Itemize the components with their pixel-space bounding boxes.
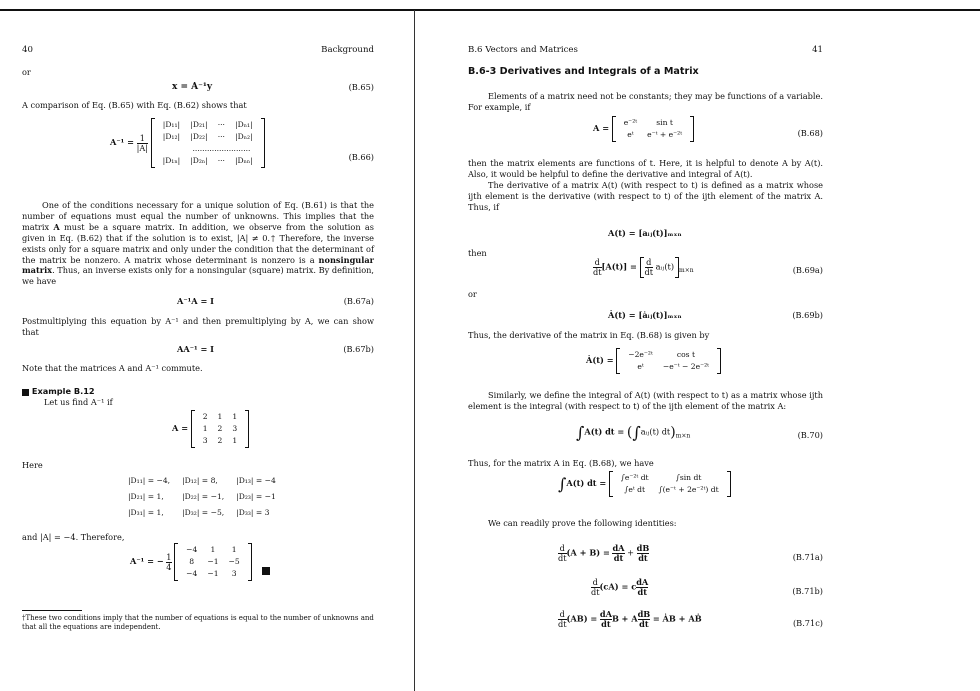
equation-number: (B.69b) (792, 310, 823, 320)
right-header (468, 45, 823, 56)
example-matrix-a: A = 2 1 1 1 2 3 3 2 1 (172, 410, 249, 448)
equation-number: (B.71b) (792, 586, 823, 596)
equation-number: (B.68) (797, 128, 823, 138)
determinants: |D₁₁| = −4, |D₁₂| = 8, |D₁₃| = −4 |D₂₁| = 1, |D₂₂| = −1, |D₂₃| = −1 |D₃₁| = 1, |D₃₂| = −5, |D₃₃| = 3 (128, 476, 276, 518)
page-number: 41 (812, 45, 823, 55)
paragraph: Note that the matrices A and A⁻¹ commute. (22, 363, 203, 373)
equation-number: (B.66) (348, 152, 374, 162)
paragraph: Thus, for the matrix A in Eq. (B.68), we have (468, 458, 654, 468)
fraction: $\frac{1}{4}$ (166, 551, 172, 572)
equation-b65: x = A⁻¹y (172, 82, 213, 92)
example-title: Example B.12 (22, 386, 374, 397)
equation-number: (B.67a) (343, 296, 374, 306)
inverse-matrix: A⁻¹ = − $\frac{1}{4}$ −4 1 1 8 −1 −5 −4 −1 3 (130, 543, 252, 581)
example-intro: Let us find A⁻¹ if (44, 397, 113, 407)
paragraph: and |A| = −4. Therefore, (22, 532, 125, 542)
equation-b70: ∫A(t) dt = (∫aᵢⱼ(t) $dt)_{m\times n}$ (576, 423, 691, 442)
paragraph: Thus, the derivative of the matrix in Eq. (B.68) is given by (468, 330, 710, 340)
paragraph: A comparison of Eq. (B.65) with Eq. (B.62) shows that (22, 100, 247, 110)
paragraph: Elements of a matrix need not be constants; they may be functions of a variable. For example, if (468, 91, 823, 112)
derivative-matrix: Ȧ(t) = −2e⁻²ᵗ cos t eᵗ −e⁻ᵗ − 2e⁻²ᵗ (586, 348, 721, 374)
paragraph: One of the conditions necessary for a unique solution of Eq. (B.61) is that the number of equations must equal the number of unknowns. This implies that the matrix A must be a square matrix. In addition, we observe from the solution as given in Eq. (B.62) that if the solution is to exist, |A| ≠ 0.† Therefore, the inverse exists only for a square matrix and only under the condition that the determinant of the matrix be nonzero. A matrix whose determinant is nonzero is a nonsingular matrix. Thus, an inverse exists only for a nonsingular (square) matrix. By definition, we have (22, 200, 374, 287)
paragraph: Postmultiplying this equation by A⁻¹ and then premultiplying by A, we can show that (22, 316, 374, 337)
integral-matrix: ∫A(t) dt = ∫e⁻²ᵗ dt ∫sin dt ∫eᵗ dt ∫(e⁻ᵗ + 2e⁻²ᵗ) dt (558, 471, 731, 497)
text-or: or (468, 289, 477, 299)
paragraph: Similarly, we define the integral of A(t) (with respect to t) as a matrix whose ijth element is the integral (with respect to t) of the ijth element of the matrix A: (468, 390, 823, 411)
right-page (468, 30, 823, 685)
equation-b69a: $\frac{d}{dt}$ [A(t)] = $\frac{d}{dt}$ aᵢⱼ(t) $_{m\times n}$ (593, 257, 694, 278)
end-of-example-marker-icon (262, 565, 270, 576)
page-number: 40 (22, 45, 33, 55)
running-head: B.6 Vectors and Matrices (468, 45, 578, 55)
footnote-rule (22, 610, 82, 611)
matrix: ∫e⁻²ᵗ dt ∫sin dt ∫eᵗ dt ∫(e⁻ᵗ + 2e⁻²ᵗ) dt (609, 471, 731, 497)
equation-a-of-t: A(t) = [aᵢⱼ(t)]ₘₓₙ (608, 228, 682, 238)
example-marker-icon (22, 389, 29, 396)
equation-number: (B.70) (797, 430, 823, 440)
equation-b66 (110, 118, 265, 168)
fraction: $\frac{1}{|A|}$ (136, 132, 149, 153)
equation-b71c: $\frac{d}{dt}$ (AB) = $\frac{dA}{dt}$ B + A $\frac{dB}{dt}$ = ȦB + AḂ (558, 609, 702, 630)
paragraph: We can readily prove the following identities: (488, 518, 677, 528)
equation-b71b: $\frac{d}{dt}$ (cA) = c $\frac{dA}{dt}$ (591, 577, 649, 598)
equation-b67b: AA⁻¹ = I (177, 344, 215, 354)
text-then: then (468, 248, 487, 258)
equation-number: (B.67b) (343, 344, 374, 354)
text-here: Here (22, 460, 43, 470)
left-page (22, 30, 374, 685)
top-rule (0, 9, 980, 11)
equation-number: (B.69a) (792, 265, 823, 275)
footnote: †These two conditions imply that the number of equations is equal to the number of unknowns and that all the equations are independent. (22, 614, 374, 631)
equation-b67a: A⁻¹A = I (177, 296, 215, 306)
matrix: e⁻²ᵗ sin t eᵗ e⁻ᵗ + e⁻²ᵗ (612, 116, 694, 142)
equation-b69b: Ȧ(t) = [ȧᵢⱼ(t)]ₘₓₙ (608, 310, 682, 320)
equation-number: (B.71c) (792, 618, 823, 628)
equation-lhs: A⁻¹ = (110, 137, 134, 148)
matrix: 2 1 1 1 2 3 3 2 1 (191, 410, 250, 448)
paragraph: then the matrix elements are functions of t. Here, it is helpful to denote A by A(t). Also, it would be helpful to define the derivative and integral of A(t). (468, 158, 823, 179)
matrix: −2e⁻²ᵗ cos t eᵗ −e⁻ᵗ − 2e⁻²ᵗ (616, 348, 721, 374)
text-or: or (22, 67, 31, 77)
equation-number: (B.71a) (792, 552, 823, 562)
matrix: |D₁₁| |D₂₁| ··· |Dₙ₁| |D₁₂| |D₂₂| ··· |Dₙ₂| ........................ |D₁ₙ| |D₂ₙ| ··· |Dₙₙ| (151, 118, 265, 168)
matrix: −4 1 1 8 −1 −5 −4 −1 3 (174, 543, 252, 581)
paragraph: The derivative of a matrix A(t) (with respect to t) is defined as a matrix whose ijth element is the derivative (with respect to t) of the ijth element of the matrix A. Thus, if (468, 180, 823, 212)
matrix: $\frac{d}{dt}$ aᵢⱼ(t) (640, 257, 680, 278)
left-header (22, 45, 374, 56)
equation-b71a: $\frac{d}{dt}$ (A + B) = $\frac{dA}{dt}$ + $\frac{dB}{dt}$ (558, 543, 650, 564)
book-spine (414, 10, 415, 691)
equation-number: (B.65) (348, 82, 374, 92)
running-head: Background (321, 45, 374, 55)
section-title: B.6-3 Derivatives and Integrals of a Matrix (468, 66, 699, 77)
equation-b68: A = e⁻²ᵗ sin t eᵗ e⁻ᵗ + e⁻²ᵗ (593, 116, 694, 142)
